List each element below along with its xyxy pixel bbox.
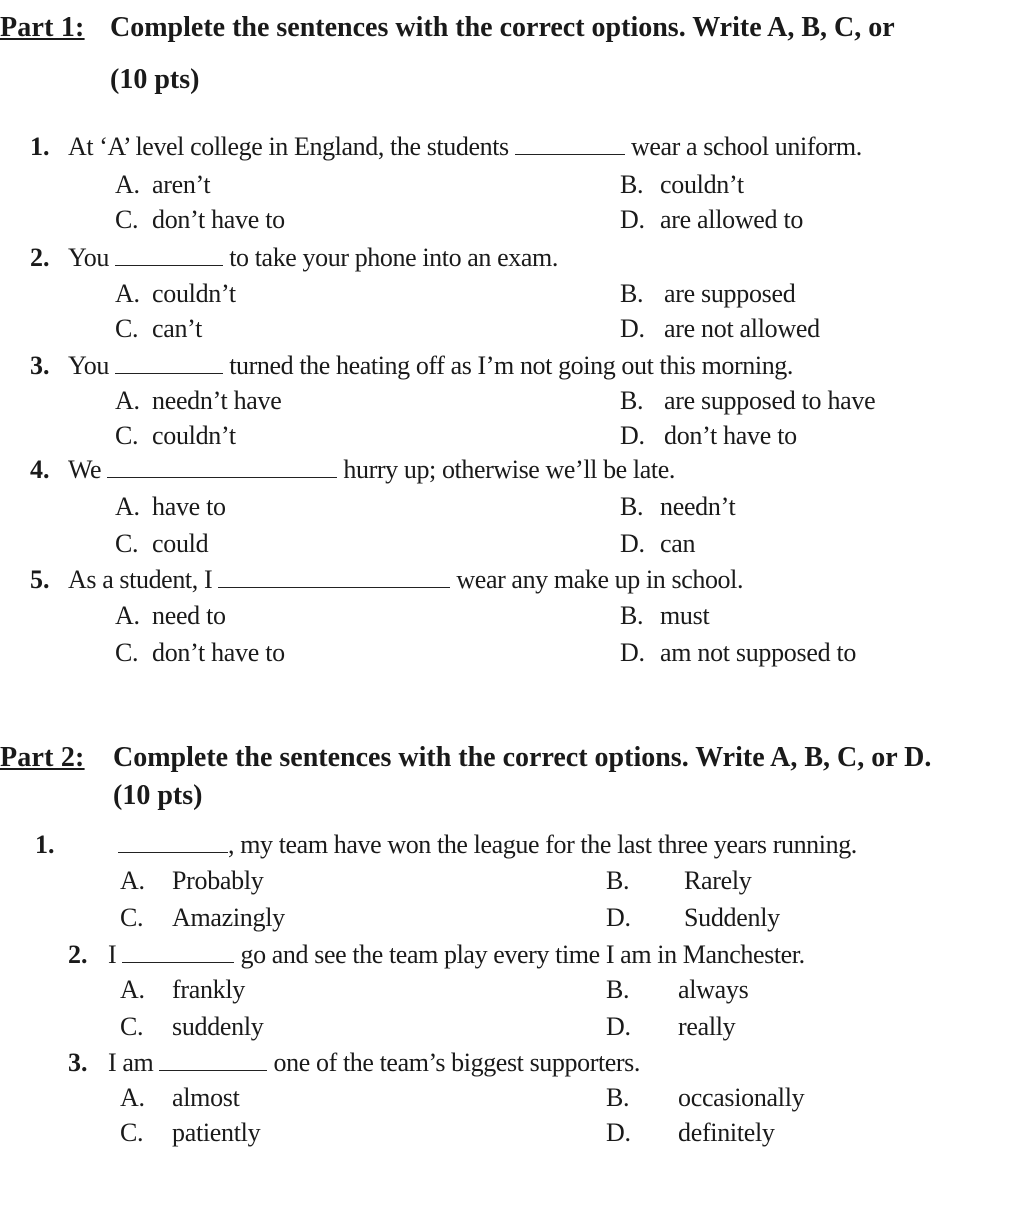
question-text-after: to take your phone into an exam. (229, 243, 558, 272)
option-text: couldn’t (660, 170, 744, 199)
question-text (108, 1048, 640, 1078)
option-d[interactable] (620, 314, 820, 344)
option-d[interactable] (606, 1118, 775, 1148)
option-c[interactable] (115, 205, 285, 235)
option-b[interactable] (620, 386, 875, 416)
option-a[interactable] (120, 1083, 240, 1113)
part2-label: Part 2: (0, 742, 85, 773)
option-text: couldn’t (152, 279, 236, 308)
option-text: almost (172, 1083, 240, 1112)
option-text: need to (152, 601, 226, 630)
option-letter: B. (620, 492, 644, 521)
question-text-before: At ‘A’ level college in England, the students (68, 132, 509, 161)
answer-blank[interactable] (218, 567, 450, 588)
option-c[interactable] (115, 529, 208, 559)
question-text (68, 565, 743, 595)
option-text: patiently (172, 1118, 261, 1147)
option-letter: B. (620, 601, 644, 630)
option-c[interactable] (115, 314, 202, 344)
question-text (68, 351, 793, 381)
question-text-after: go and see the team play every time I am in Manchester. (240, 940, 805, 969)
option-a[interactable] (115, 279, 236, 309)
option-letter: D. (606, 1118, 631, 1147)
option-letter: B. (620, 170, 644, 199)
question-text-after: one of the team’s biggest supporters. (273, 1048, 641, 1077)
option-letter: D. (620, 421, 645, 450)
answer-blank[interactable] (115, 353, 223, 374)
option-d[interactable] (620, 638, 856, 668)
option-text: can’t (152, 314, 202, 343)
part2-instruction: Complete the sentences with the correct options. Write A, B, C, or D. (113, 742, 932, 773)
option-a[interactable] (115, 601, 226, 631)
option-letter: A. (120, 975, 145, 1004)
option-text: could (152, 529, 209, 558)
option-a[interactable] (115, 170, 210, 200)
option-text: have to (152, 492, 226, 521)
option-d[interactable] (620, 529, 695, 559)
option-a[interactable] (115, 386, 281, 416)
option-letter: A. (120, 1083, 145, 1112)
option-b[interactable] (620, 492, 735, 522)
question-text-before: I am (108, 1048, 154, 1077)
answer-blank[interactable] (118, 832, 228, 853)
question-text (68, 132, 862, 162)
option-c[interactable] (120, 1012, 263, 1042)
question-number: 3. (30, 351, 50, 380)
question-text (68, 243, 558, 273)
question-text-after: wear any make up in school. (456, 565, 744, 594)
option-text: frankly (172, 975, 245, 1004)
option-text: Probably (172, 866, 264, 895)
part1-points: (10 pts) (110, 64, 200, 95)
option-text: aren’t (152, 170, 211, 199)
option-text: don’t have to (664, 421, 797, 450)
option-text: definitely (678, 1118, 775, 1147)
option-a[interactable] (115, 492, 226, 522)
part1-instruction: Complete the sentences with the correct options. Write A, B, C, or (110, 12, 895, 43)
answer-blank[interactable] (159, 1050, 267, 1071)
option-letter: A. (115, 386, 140, 415)
option-text: don’t have to (152, 205, 285, 234)
option-text: needn’t (660, 492, 736, 521)
option-text: really (678, 1012, 736, 1041)
option-letter: C. (120, 1118, 144, 1147)
option-letter: C. (115, 529, 139, 558)
question-number: 3. (68, 1048, 88, 1077)
part2-points: (10 pts) (113, 780, 203, 811)
option-text: Amazingly (172, 903, 285, 932)
option-text: needn’t have (152, 386, 282, 415)
option-d[interactable] (620, 205, 803, 235)
option-d[interactable] (606, 903, 780, 933)
option-letter: B. (606, 975, 630, 1004)
option-letter: D. (606, 903, 631, 932)
option-text: must (660, 601, 710, 630)
question-text-before: As a student, I (68, 565, 213, 594)
option-text: are supposed (664, 279, 796, 308)
option-text: are supposed to have (664, 386, 876, 415)
question-text-before: We (68, 455, 102, 484)
option-text: occasionally (678, 1083, 805, 1112)
option-text: don’t have to (152, 638, 285, 667)
option-text: suddenly (172, 1012, 264, 1041)
option-c[interactable] (120, 1118, 260, 1148)
answer-blank[interactable] (515, 134, 625, 155)
option-letter: C. (115, 421, 139, 450)
option-letter: D. (620, 638, 645, 667)
option-b[interactable] (606, 866, 752, 896)
option-letter: D. (606, 1012, 631, 1041)
option-letter: C. (115, 638, 139, 667)
option-a[interactable] (120, 866, 263, 896)
question-number: 1. (30, 132, 50, 161)
question-text-after: wear a school uniform. (630, 132, 862, 161)
option-letter: A. (115, 601, 140, 630)
part1-label: Part 1: (0, 12, 85, 43)
option-letter: C. (120, 1012, 144, 1041)
option-text: are not allowed (664, 314, 820, 343)
option-text: Suddenly (684, 903, 780, 932)
answer-blank[interactable] (107, 457, 337, 478)
option-letter: B. (620, 279, 644, 308)
option-letter: A. (115, 279, 140, 308)
question-number: 2. (68, 940, 88, 969)
option-c[interactable] (120, 903, 285, 933)
answer-blank[interactable] (115, 245, 223, 266)
option-letter: B. (606, 1083, 630, 1112)
option-b[interactable] (620, 601, 709, 631)
option-letter: C. (120, 903, 144, 932)
option-text: always (678, 975, 749, 1004)
option-letter: D. (620, 314, 645, 343)
option-letter: B. (620, 386, 644, 415)
option-b[interactable] (620, 279, 795, 309)
option-d[interactable] (620, 421, 797, 451)
option-text: are allowed to (660, 205, 804, 234)
question-text-after: hurry up; otherwise we’ll be late. (343, 455, 675, 484)
question-number: 5. (30, 565, 50, 594)
question-text-after: turned the heating off as I’m not going out this morning. (229, 351, 794, 380)
option-c[interactable] (115, 421, 236, 451)
option-letter: A. (120, 866, 145, 895)
option-letter: B. (606, 866, 630, 895)
question-text-before: I (108, 940, 117, 969)
question-number: 2. (30, 243, 50, 272)
option-d[interactable] (606, 1012, 735, 1042)
option-a[interactable] (120, 975, 245, 1005)
question-number: 1. (35, 830, 55, 859)
answer-blank[interactable] (122, 942, 234, 963)
option-letter: C. (115, 205, 139, 234)
option-b[interactable] (606, 975, 748, 1005)
option-text: Rarely (684, 866, 752, 895)
question-text-before: You (68, 243, 109, 272)
option-letter: A. (115, 492, 140, 521)
question-text-after: , my team have won the league for the last three years running. (228, 830, 857, 859)
option-letter: A. (115, 170, 140, 199)
option-text: can (660, 529, 696, 558)
option-b[interactable] (606, 1083, 804, 1113)
option-c[interactable] (115, 638, 285, 668)
question-number: 4. (30, 455, 50, 484)
option-letter: D. (620, 529, 645, 558)
question-text-before: You (68, 351, 109, 380)
question-text (118, 830, 857, 860)
option-letter: D. (620, 205, 645, 234)
option-b[interactable] (620, 170, 744, 200)
option-letter: C. (115, 314, 139, 343)
question-text (108, 940, 805, 970)
question-text (68, 455, 675, 485)
option-text: couldn’t (152, 421, 236, 450)
option-text: am not supposed to (660, 638, 857, 667)
